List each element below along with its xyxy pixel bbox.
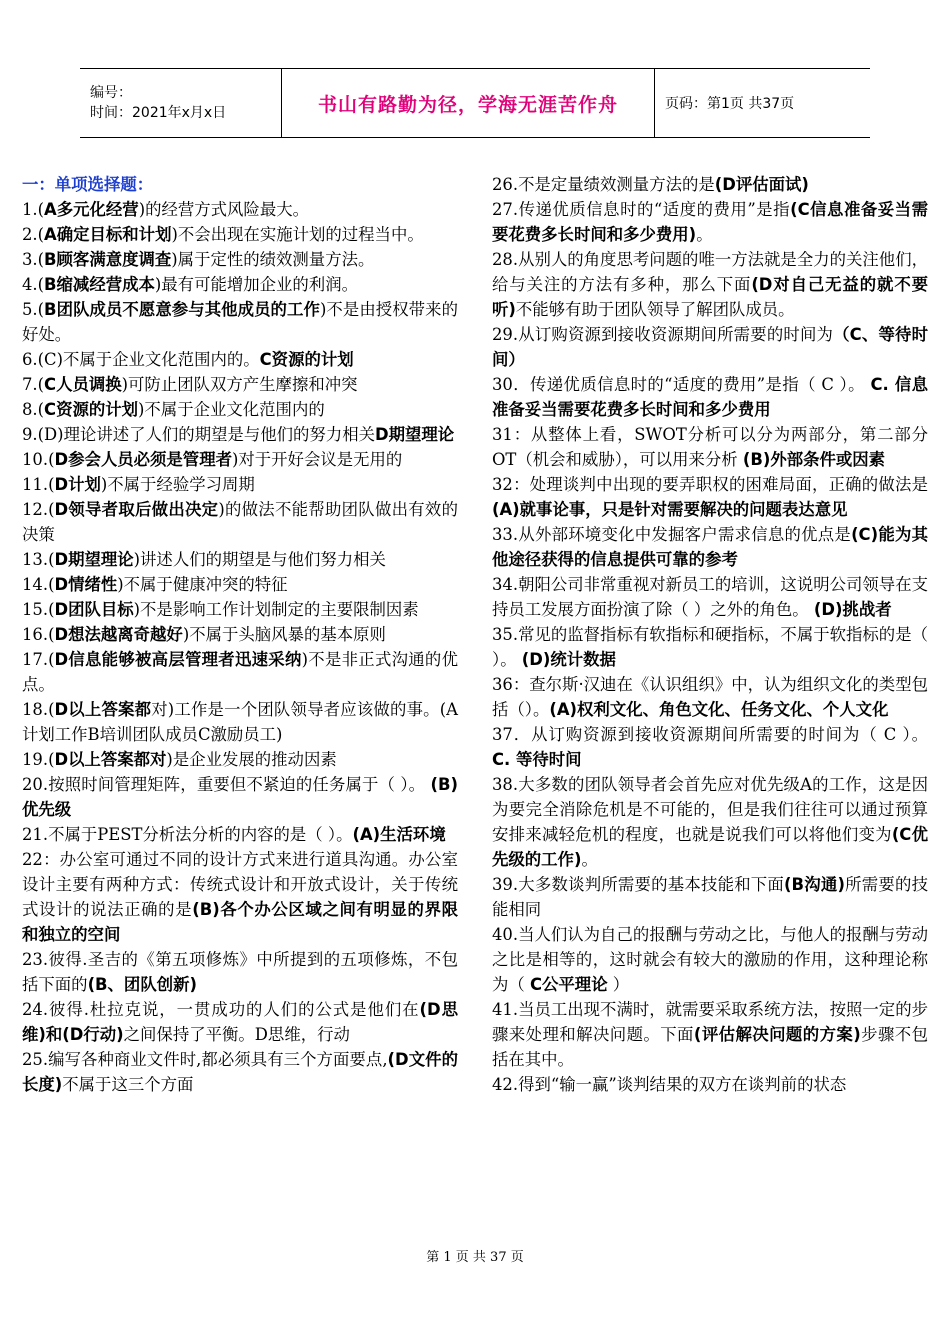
question-text: 19.( bbox=[22, 750, 55, 769]
left-question-list bbox=[22, 197, 458, 1097]
question-answer: (C信息准备妥当需要花费多长时间和多少费用) bbox=[492, 200, 928, 244]
question-text: 26.不是定量绩效测量方法的是 bbox=[492, 175, 715, 194]
header-meta bbox=[80, 69, 282, 137]
question-item bbox=[22, 947, 458, 997]
question-answer: C资源的计划 bbox=[259, 350, 354, 369]
question-item bbox=[22, 1047, 458, 1097]
question-text: 30．传递优质信息时的“适度的费用”是指（ C ）。 bbox=[492, 375, 871, 394]
question-text: 23.彼得.圣吉的《第五项修炼》中所提到的五项修炼，不包括下面的 bbox=[22, 950, 458, 994]
right-question-list bbox=[492, 172, 928, 1097]
header-motto-cell bbox=[282, 69, 655, 137]
question-answer: (A)就事论事，只是针对需要解决的问题表达意见 bbox=[492, 500, 848, 519]
question-text: 36：查尔斯·汉迪在《认识组织》中，认为组织文化的类型包括（）。 bbox=[492, 675, 928, 719]
question-text: )不是由授权带来的好处。 bbox=[22, 300, 458, 344]
question-text: 不能够有助于团队领导了解团队成员。 bbox=[515, 300, 795, 319]
question-text: )不会出现在实施计划的过程当中。 bbox=[171, 225, 424, 244]
question-text: 29.从订购资源到接收资源期间所需要的时间为 bbox=[492, 325, 834, 344]
question-item bbox=[22, 847, 458, 947]
question-answer: (D文件的长度) bbox=[22, 1050, 458, 1094]
question-answer: D信息能够被高层管理者迅速采纳 bbox=[54, 650, 302, 669]
question-text: 27.传递优质信息时的“适度的费用”是指 bbox=[492, 200, 791, 219]
question-text: 6.(C)不属于企业文化范围内的。 bbox=[22, 350, 260, 369]
header-table bbox=[80, 68, 870, 138]
question-answer: D以上答案都对 bbox=[54, 750, 167, 769]
question-text: 31：从整体上看，SWOT分析可以分为两部分，第二部分OT（机会和威胁），可以用来分析 bbox=[492, 425, 928, 469]
question-answer: D以上答案都 bbox=[54, 700, 152, 719]
question-text: 34.朝阳公司非常重视对新员工的培训，这说明公司领导在支持员工发展方面扮演了除（ ）之外的角色。 bbox=[492, 575, 928, 619]
right-column bbox=[492, 172, 928, 1097]
question-text: 9.(D)理论讲述了人们的期望是与他们的努力相关 bbox=[22, 425, 375, 444]
question-item bbox=[492, 672, 928, 722]
question-text: )是企业发展的推动因素 bbox=[166, 750, 337, 769]
question-text: 14.( bbox=[22, 575, 55, 594]
question-text: )可防止团队双方产生摩擦和冲突 bbox=[121, 375, 358, 394]
question-text: 38.大多数的团队领导者会首先应对优先级A的工作，这是因为要完全消除危机是不可能的，但是我们往往可以通过预算安排来减轻危机的程度，也就是说我们可以将他们变为 bbox=[492, 775, 928, 844]
question-answer: C. 信息准备妥当需要花费多长时间和多少费用 bbox=[492, 375, 928, 419]
question-text: 32：处理谈判中出现的要弄职权的困难局面，正确的做法是 bbox=[492, 475, 928, 494]
question-answer: D计划 bbox=[54, 475, 101, 494]
question-text: )不属于健康冲突的特征 bbox=[117, 575, 288, 594]
question-text: 3.( bbox=[22, 250, 45, 269]
question-text: 16.( bbox=[22, 625, 55, 644]
question-text: 2.( bbox=[22, 225, 45, 244]
question-text: 所需要的技能相同 bbox=[492, 875, 928, 919]
question-answer: A多元化经营 bbox=[44, 200, 139, 219]
question-text: )对于开好会议是无用的 bbox=[231, 450, 403, 469]
question-text: 4.( bbox=[22, 275, 45, 294]
question-item bbox=[492, 872, 928, 922]
question-item bbox=[22, 622, 458, 647]
question-item bbox=[492, 197, 928, 247]
question-text: )不是非正式沟通的优点。 bbox=[22, 650, 458, 694]
question-text: 不属于这三个方面 bbox=[62, 1075, 194, 1094]
question-item bbox=[492, 772, 928, 872]
question-answer: D领导者取后做出决定 bbox=[54, 500, 219, 519]
question-text: ） bbox=[607, 975, 630, 994]
question-text: 18.( bbox=[22, 700, 55, 719]
question-answer: D参会人员必须是管理者 bbox=[54, 450, 232, 469]
question-answer: (B)优先级 bbox=[22, 775, 458, 819]
question-text: 39.大多数谈判所需要的基本技能和下面 bbox=[492, 875, 785, 894]
question-item bbox=[22, 472, 458, 497]
question-item bbox=[22, 447, 458, 472]
question-answer: (D对自己无益的就不要听) bbox=[492, 275, 928, 319]
question-text: 对)工作是一个团队领导者应该做的事。(A计划工作B培训团队成员C激励员工) bbox=[22, 700, 458, 744]
question-item bbox=[492, 1072, 928, 1097]
question-answer: D期望理论 bbox=[54, 550, 134, 569]
question-item bbox=[22, 197, 458, 222]
question-item bbox=[22, 222, 458, 247]
question-answer: C. 等待时间 bbox=[492, 750, 582, 769]
question-answer: C公平理论 bbox=[530, 975, 608, 994]
question-answer: D想法越离奇越好 bbox=[54, 625, 183, 644]
question-text: 1.( bbox=[22, 200, 45, 219]
question-item bbox=[22, 297, 458, 347]
question-item bbox=[492, 172, 928, 197]
question-answer: A确定目标和计划 bbox=[44, 225, 172, 244]
question-item bbox=[492, 247, 928, 322]
question-item bbox=[22, 822, 458, 847]
question-answer: C人员调换 bbox=[44, 375, 122, 394]
question-answer: (A)权利文化、角色文化、任务文化、个人文化 bbox=[549, 700, 889, 719]
question-text: )属于定性的绩效测量方法。 bbox=[171, 250, 375, 269]
serial-label: 编号： bbox=[90, 85, 132, 101]
question-answer: (A)生活环境 bbox=[352, 825, 446, 844]
question-text: 42.得到“输一赢”谈判结果的双方在谈判前的状态 bbox=[492, 1075, 847, 1094]
question-text: 10.( bbox=[22, 450, 55, 469]
question-answer: (B)各个办公区域之间有明显的界限和独立的空间 bbox=[22, 900, 458, 944]
question-answer: D团队目标 bbox=[54, 600, 134, 619]
question-text: 5.( bbox=[22, 300, 45, 319]
question-item bbox=[22, 572, 458, 597]
question-answer: (C优先级的工作) bbox=[492, 825, 928, 869]
question-item bbox=[22, 497, 458, 547]
question-text: 33.从外部环境变化中发掘客户需求信息的优点是 bbox=[492, 525, 852, 544]
question-text: 28.从别人的角度思考问题的唯一方法就是全力的关注他们，给与关注的方法有多种，那么下面 bbox=[492, 250, 928, 294]
question-text: )不属于企业文化范围内的 bbox=[138, 400, 325, 419]
question-text: 13.( bbox=[22, 550, 55, 569]
question-answer: B缩减经营成本 bbox=[44, 275, 155, 294]
question-answer: D期望理论 bbox=[375, 425, 455, 444]
question-item bbox=[22, 597, 458, 622]
question-item bbox=[492, 922, 928, 997]
question-answer: C资源的计划 bbox=[44, 400, 139, 419]
question-answer: B团队成员不愿意参与其他成员的工作 bbox=[44, 300, 320, 319]
question-text: 步骤不包括在其中。 bbox=[492, 1025, 929, 1069]
question-text: 20.按照时间管理矩阵，重要但不紧迫的任务属于（ ）。 bbox=[22, 775, 431, 794]
question-item bbox=[22, 347, 458, 372]
question-answer: (D)统计数据 bbox=[521, 650, 616, 669]
question-text: )的经营方式风险最大。 bbox=[138, 200, 309, 219]
question-item bbox=[22, 372, 458, 397]
question-text: 21.不属于PEST分析法分析的内容的是（ ）。 bbox=[22, 825, 353, 844]
question-item bbox=[22, 397, 458, 422]
question-text: )不属于头脑风暴的基本原则 bbox=[182, 625, 386, 644]
question-text: 12.( bbox=[22, 500, 55, 519]
question-text: )不属于经验学习周期 bbox=[100, 475, 255, 494]
question-answer: B顾客满意度调查 bbox=[44, 250, 172, 269]
question-text: 40.当人们认为自己的报酬与劳动之比，与他人的报酬与劳动之比是相等的，这时就会有较大的激励的作用，这种理论称为（ bbox=[492, 925, 928, 994]
question-item bbox=[22, 697, 458, 747]
question-text: 17.( bbox=[22, 650, 55, 669]
question-item bbox=[492, 472, 928, 522]
left-column bbox=[22, 172, 458, 1097]
question-answer: (C)能为其他途径获得的信息提供可靠的参考 bbox=[492, 525, 928, 569]
section-title: 一：单项选择题： bbox=[22, 175, 154, 194]
question-text: 24.彼得.杜拉克说，一贯成功的人们的公式是他们在 bbox=[22, 1000, 420, 1019]
time-label: 时间：2021年x月x日 bbox=[90, 105, 227, 121]
question-answer: (B)外部条件或因素 bbox=[742, 450, 886, 469]
question-text: 41.当员工出现不满时，就需要采取系统方法，按照一定的步骤来处理和解决问题。下面 bbox=[492, 1000, 928, 1044]
question-text: 35.常见的监督指标有软指标和硬指标，不属于软指标的是（ ）。 bbox=[492, 625, 928, 669]
question-text: 。 bbox=[696, 225, 713, 244]
question-text: 7.( bbox=[22, 375, 45, 394]
motto: 书山有路勤为径，学海无涯苦作舟 bbox=[317, 93, 618, 116]
question-text: 。 bbox=[581, 850, 598, 869]
question-text: )的做法不能帮助团队做出有效的决策 bbox=[22, 500, 458, 544]
question-item bbox=[492, 622, 928, 672]
question-answer: （C、等待时间） bbox=[492, 325, 928, 369]
question-item bbox=[22, 247, 458, 272]
question-item bbox=[492, 572, 928, 622]
question-item bbox=[492, 422, 928, 472]
question-text: 8.( bbox=[22, 400, 45, 419]
question-answer: (B、团队创新) bbox=[87, 975, 197, 994]
question-item bbox=[492, 997, 928, 1072]
question-item bbox=[492, 722, 928, 772]
question-answer: D情绪性 bbox=[54, 575, 118, 594]
question-item bbox=[22, 422, 458, 447]
question-text: )最有可能增加企业的利润。 bbox=[154, 275, 358, 294]
header-page-info-cell bbox=[655, 69, 870, 137]
question-item bbox=[22, 772, 458, 822]
question-item bbox=[22, 272, 458, 297]
question-item bbox=[492, 372, 928, 422]
question-answer: (评估解决问题的方案) bbox=[693, 1025, 861, 1044]
question-item bbox=[22, 747, 458, 772]
page-footer: 第 1 页 共 37 页 bbox=[426, 1250, 524, 1265]
question-text: 15.( bbox=[22, 600, 55, 619]
question-text: )不是影响工作计划制定的主要限制因素 bbox=[133, 600, 419, 619]
question-answer: (B沟通) bbox=[784, 875, 845, 894]
question-item bbox=[492, 522, 928, 572]
question-item bbox=[22, 997, 458, 1047]
question-answer: (D思维)和(D行动) bbox=[22, 1000, 458, 1044]
question-text: )讲述人们的期望是与他们努力相关 bbox=[133, 550, 386, 569]
question-text: 22：办公室可通过不同的设计方式来进行道具沟通。办公室设计主要有两种方式：传统式设计和开放式设计，关于传统式设计的说法正确的是 bbox=[22, 850, 458, 919]
question-answer: (D)挑战者 bbox=[813, 600, 892, 619]
question-text: 之间保持了平衡。D思维，行动 bbox=[123, 1025, 350, 1044]
question-text: 11.( bbox=[22, 475, 55, 494]
question-text: 25.编写各种商业文件时,都必须具有三个方面要点, bbox=[22, 1050, 388, 1069]
question-item bbox=[492, 322, 928, 372]
question-answer: (D评估面试) bbox=[714, 175, 809, 194]
question-text: 37．从订购资源到接收资源期间所需要的时间为（ C ）。 bbox=[492, 725, 928, 744]
page-info: 页码：第1页 共37页 bbox=[665, 96, 795, 112]
question-item bbox=[22, 547, 458, 572]
question-item bbox=[22, 647, 458, 697]
